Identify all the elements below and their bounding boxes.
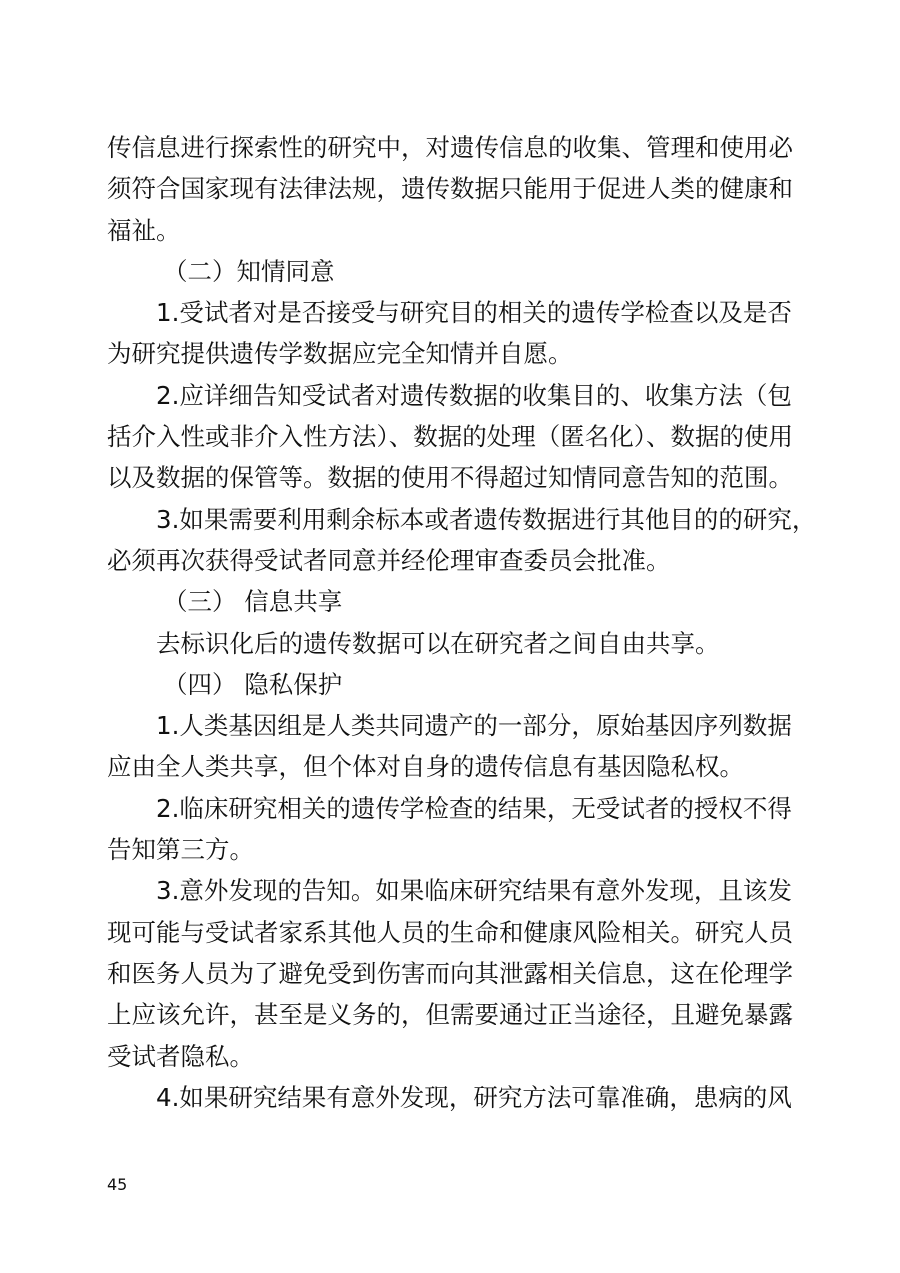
text-line: 括介入性或非介入性方法）、数据的处理（匿名化）、数据的使用: [107, 422, 793, 452]
text-line: 以及数据的保管等。数据的使用不得超过知情同意告知的范围。: [107, 463, 793, 493]
paragraph-intro: [107, 127, 807, 251]
text-line: 应由全人类共享，但个体对自身的遗传信息有基因隐私权。: [107, 752, 744, 782]
paragraph-privacy-1: [107, 705, 807, 788]
section-heading-informed-consent: （二）知情同意: [163, 256, 335, 286]
text-line: 3.意外发现的告知。如果临床研究结果有意外发现，且该发: [156, 876, 792, 906]
paragraph-privacy-4: [107, 1077, 807, 1118]
text-line: 3.如果需要利用剩余标本或者遗传数据进行其他目的的研究，: [156, 504, 817, 534]
text-line: 告知第三方。: [107, 835, 254, 865]
paragraph-consent-3: [107, 499, 817, 582]
paragraph-sharing-1: [107, 623, 807, 664]
paragraph-privacy-2: [107, 788, 807, 871]
text-line: 和医务人员为了避免受到伤害而向其泄露相关信息，这在伦理学: [107, 958, 793, 988]
text-line: 必须再次获得受试者同意并经伦理审查委员会批准。: [107, 545, 671, 575]
text-line: 2.应详细告知受试者对遗传数据的收集目的、收集方法（包: [156, 380, 792, 410]
text-line: 2.临床研究相关的遗传学检查的结果，无受试者的授权不得: [156, 793, 792, 823]
text-line: 为研究提供遗传学数据应完全知情并自愿。: [107, 339, 573, 369]
paragraph-consent-1: [107, 292, 807, 375]
paragraph-consent-2: [107, 375, 807, 499]
section-heading-privacy-protection: （四） 隐私保护: [163, 669, 343, 699]
text-line: 去标识化后的遗传数据可以在研究者之间自由共享。: [156, 628, 720, 658]
text-line: 福祉。: [107, 215, 181, 245]
text-line: 受试者隐私。: [107, 1041, 254, 1071]
document-body: [107, 127, 817, 1118]
text-line: 现可能与受试者家系其他人员的生命和健康风险相关。研究人员: [107, 917, 793, 947]
page-number: 45: [107, 1175, 128, 1194]
text-line: 1.受试者对是否接受与研究目的相关的遗传学检查以及是否: [156, 298, 792, 328]
paragraph-privacy-3: [107, 870, 807, 1076]
text-line: 4.如果研究结果有意外发现，研究方法可靠准确，患病的风: [156, 1082, 792, 1112]
text-line: 传信息进行探索性的研究中，对遗传信息的收集、管理和使用必: [107, 133, 793, 162]
text-line: 须符合国家现有法律法规，遗传数据只能用于促进人类的健康和: [107, 174, 793, 204]
section-heading-information-sharing: （三） 信息共享: [163, 587, 343, 617]
text-line: 1.人类基因组是人类共同遗产的一部分，原始基因序列数据: [156, 711, 792, 741]
text-line: 上应该允许，甚至是义务的，但需要通过正当途径，且避免暴露: [107, 1000, 793, 1030]
